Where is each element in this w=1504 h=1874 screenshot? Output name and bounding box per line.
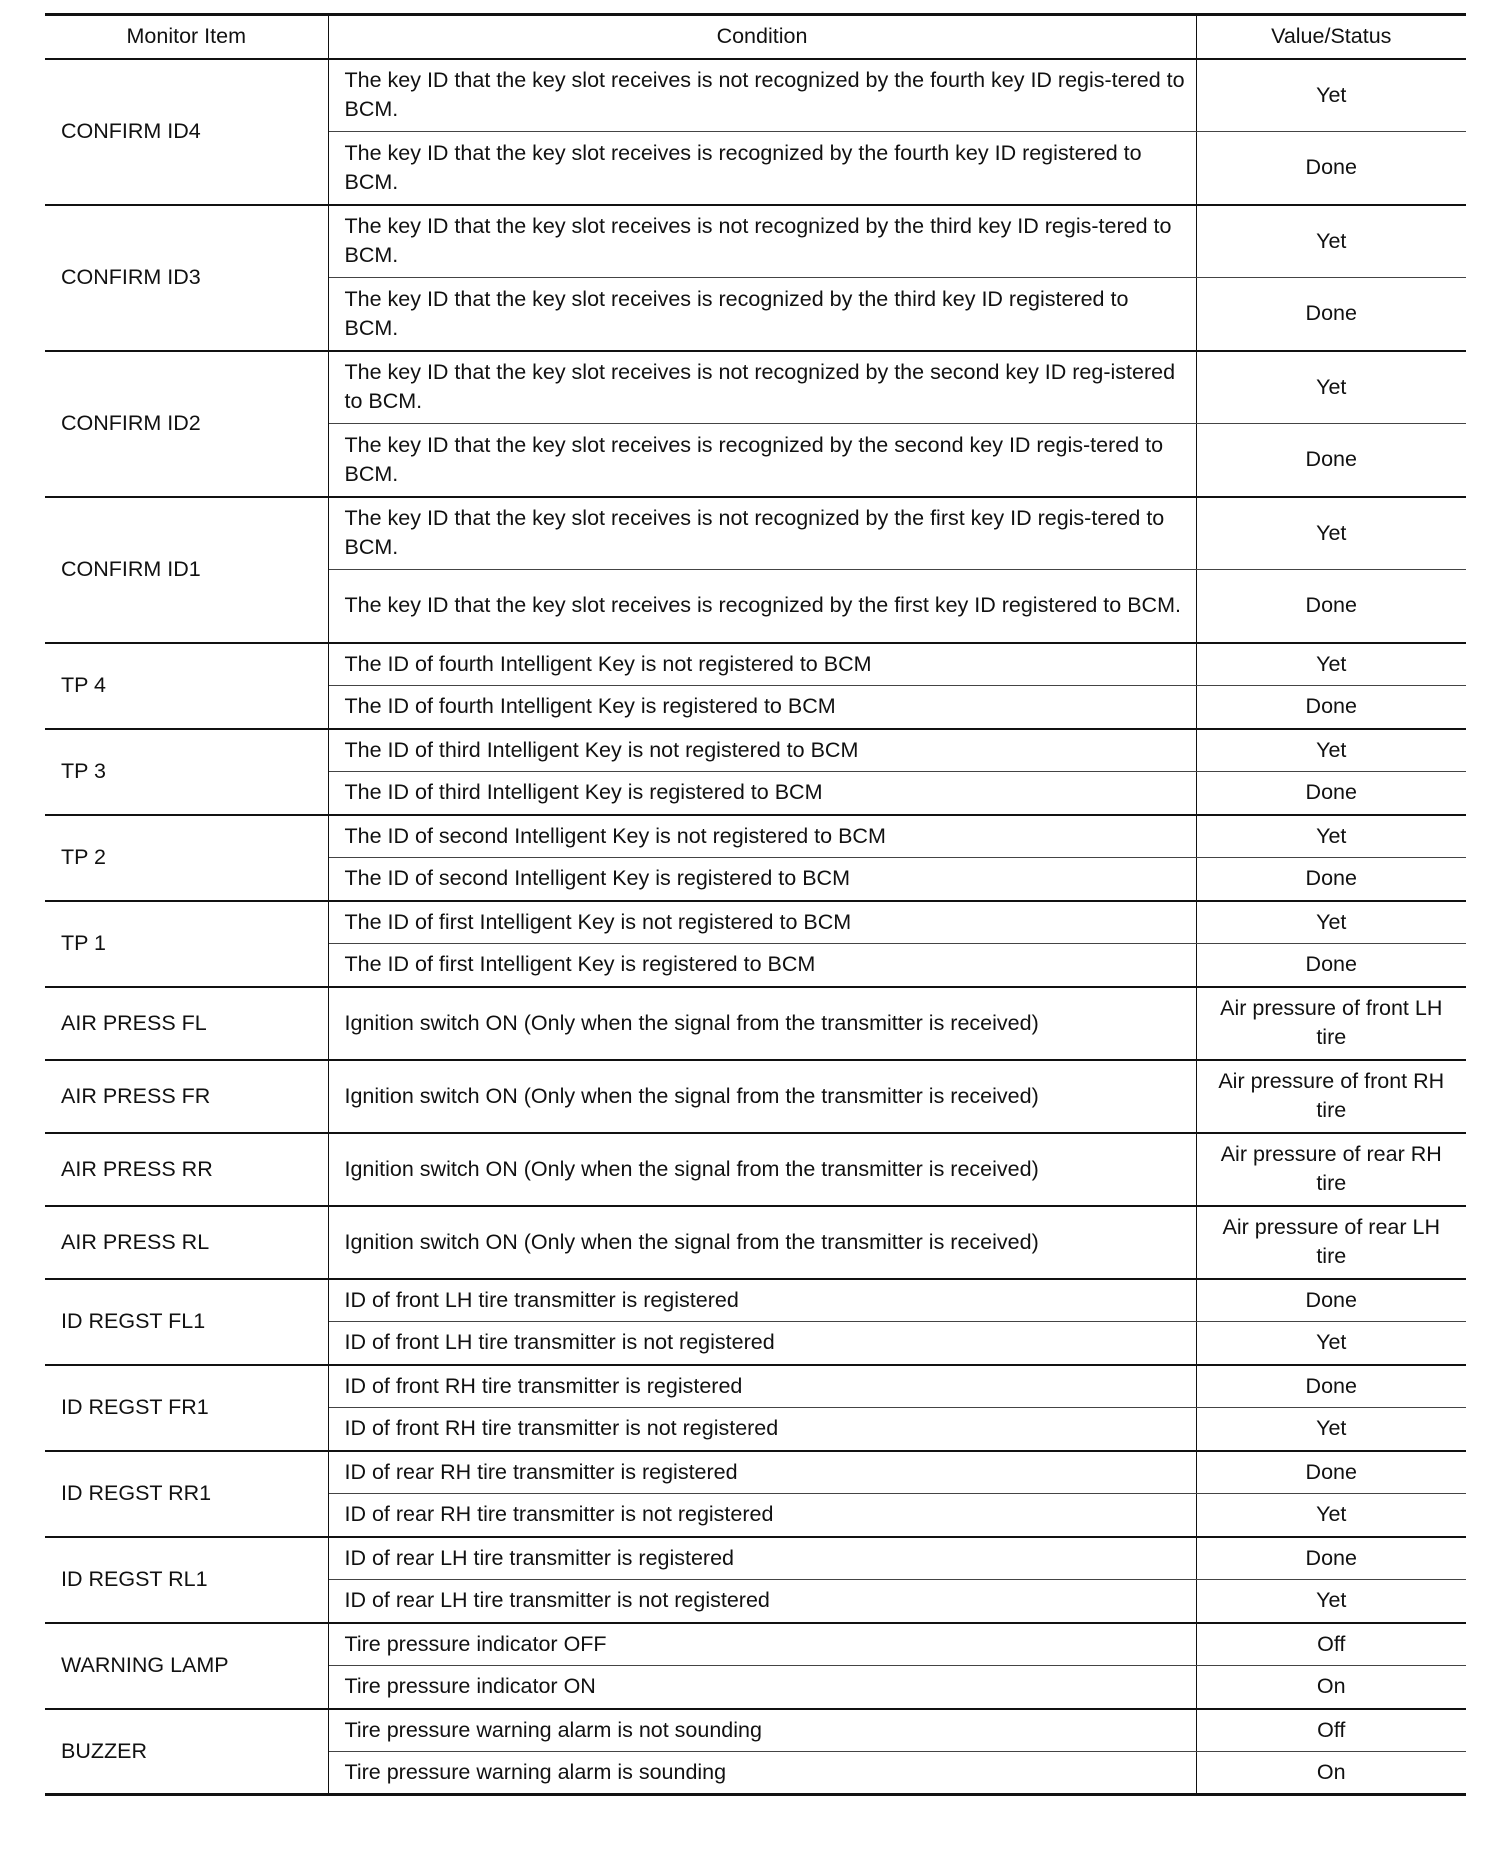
condition-cell: ID of rear LH tire transmitter is not registered: [328, 1580, 1196, 1623]
value-status-cell: Air pressure of rear RH tire: [1196, 1133, 1466, 1206]
monitor-item-cell: TP 1: [45, 901, 328, 987]
table-row: [45, 1537, 1466, 1580]
monitor-item-cell: BUZZER: [45, 1709, 328, 1795]
value-status-cell: Off: [1196, 1623, 1466, 1666]
value-status-cell: Air pressure of rear LH tire: [1196, 1206, 1466, 1279]
monitor-item-cell: CONFIRM ID3: [45, 205, 328, 351]
monitor-item-cell: TP 2: [45, 815, 328, 901]
value-status-cell: Yet: [1196, 643, 1466, 686]
table-row: [45, 1709, 1466, 1752]
condition-cell: Ignition switch ON (Only when the signal from the transmitter is received): [328, 1133, 1196, 1206]
monitor-item-cell: AIR PRESS FL: [45, 987, 328, 1060]
monitor-item-cell: TP 3: [45, 729, 328, 815]
monitor-table: [45, 13, 1466, 1796]
monitor-item-cell: AIR PRESS RL: [45, 1206, 328, 1279]
table-row: [45, 815, 1466, 858]
condition-cell: The ID of third Intelligent Key is not registered to BCM: [328, 729, 1196, 772]
monitor-item-cell: CONFIRM ID1: [45, 497, 328, 643]
condition-cell: The ID of first Intelligent Key is not registered to BCM: [328, 901, 1196, 944]
condition-cell: The ID of third Intelligent Key is registered to BCM: [328, 772, 1196, 815]
condition-cell: Ignition switch ON (Only when the signal from the transmitter is received): [328, 1060, 1196, 1133]
value-status-cell: Done: [1196, 1279, 1466, 1322]
monitor-item-cell: AIR PRESS RR: [45, 1133, 328, 1206]
table-row: [45, 59, 1466, 132]
value-status-cell: Yet: [1196, 1580, 1466, 1623]
value-status-cell: Yet: [1196, 1494, 1466, 1537]
header-row: [45, 15, 1466, 59]
monitor-item-cell: CONFIRM ID4: [45, 59, 328, 205]
value-status-cell: Done: [1196, 424, 1466, 497]
condition-cell: The ID of second Intelligent Key is not registered to BCM: [328, 815, 1196, 858]
value-status-cell: Yet: [1196, 205, 1466, 278]
value-status-cell: Yet: [1196, 901, 1466, 944]
condition-cell: Tire pressure indicator OFF: [328, 1623, 1196, 1666]
value-status-cell: Done: [1196, 686, 1466, 729]
condition-cell: The key ID that the key slot receives is not recognized by the first key ID regis-tered to BCM.: [328, 497, 1196, 570]
value-status-cell: Air pressure of front RH tire: [1196, 1060, 1466, 1133]
value-status-cell: Off: [1196, 1709, 1466, 1752]
value-status-cell: Done: [1196, 772, 1466, 815]
table-row: [45, 987, 1466, 1060]
condition-cell: The key ID that the key slot receives is recognized by the second key ID regis-tered to BCM.: [328, 424, 1196, 497]
value-status-cell: Yet: [1196, 815, 1466, 858]
value-status-cell: Done: [1196, 570, 1466, 643]
monitor-item-cell: CONFIRM ID2: [45, 351, 328, 497]
value-status-cell: Air pressure of front LH tire: [1196, 987, 1466, 1060]
value-status-cell: Yet: [1196, 59, 1466, 132]
table-header: [45, 15, 1466, 59]
table-row: [45, 497, 1466, 570]
table-row: [45, 729, 1466, 772]
monitor-item-cell: WARNING LAMP: [45, 1623, 328, 1709]
value-status-cell: Done: [1196, 1451, 1466, 1494]
monitor-item-cell: AIR PRESS FR: [45, 1060, 328, 1133]
value-status-cell: On: [1196, 1666, 1466, 1709]
monitor-item-cell: TP 4: [45, 643, 328, 729]
condition-cell: The key ID that the key slot receives is not recognized by the third key ID regis-tered to BCM.: [328, 205, 1196, 278]
table-row: [45, 205, 1466, 278]
condition-cell: The ID of fourth Intelligent Key is not registered to BCM: [328, 643, 1196, 686]
table-row: [45, 1451, 1466, 1494]
condition-cell: ID of rear LH tire transmitter is registered: [328, 1537, 1196, 1580]
table-row: [45, 1623, 1466, 1666]
table-row: [45, 1133, 1466, 1206]
value-status-cell: Yet: [1196, 497, 1466, 570]
value-status-cell: Yet: [1196, 1408, 1466, 1451]
value-status-cell: On: [1196, 1752, 1466, 1795]
value-status-cell: Done: [1196, 858, 1466, 901]
condition-cell: ID of front LH tire transmitter is registered: [328, 1279, 1196, 1322]
condition-cell: The ID of second Intelligent Key is registered to BCM: [328, 858, 1196, 901]
table-row: [45, 1365, 1466, 1408]
value-status-cell: Done: [1196, 278, 1466, 351]
table-row: [45, 1060, 1466, 1133]
condition-cell: The key ID that the key slot receives is recognized by the third key ID registered to BCM.: [328, 278, 1196, 351]
header-value-status: Value/Status: [1196, 15, 1466, 59]
value-status-cell: Yet: [1196, 1322, 1466, 1365]
condition-cell: ID of front RH tire transmitter is registered: [328, 1365, 1196, 1408]
monitor-item-cell: ID REGST RR1: [45, 1451, 328, 1537]
condition-cell: ID of front RH tire transmitter is not registered: [328, 1408, 1196, 1451]
condition-cell: Tire pressure indicator ON: [328, 1666, 1196, 1709]
table-row: [45, 351, 1466, 424]
value-status-cell: Done: [1196, 944, 1466, 987]
condition-cell: Ignition switch ON (Only when the signal from the transmitter is received): [328, 987, 1196, 1060]
condition-cell: Tire pressure warning alarm is not sounding: [328, 1709, 1196, 1752]
value-status-cell: Yet: [1196, 729, 1466, 772]
monitor-item-cell: ID REGST RL1: [45, 1537, 328, 1623]
value-status-cell: Done: [1196, 1537, 1466, 1580]
value-status-cell: Done: [1196, 132, 1466, 205]
table-row: [45, 901, 1466, 944]
table-row: [45, 643, 1466, 686]
monitor-item-cell: ID REGST FR1: [45, 1365, 328, 1451]
value-status-cell: Yet: [1196, 351, 1466, 424]
table-body: [45, 59, 1466, 1795]
condition-cell: ID of rear RH tire transmitter is not registered: [328, 1494, 1196, 1537]
condition-cell: The key ID that the key slot receives is not recognized by the fourth key ID regis-tered to BCM.: [328, 59, 1196, 132]
header-monitor-item: Monitor Item: [45, 15, 328, 59]
header-condition: Condition: [328, 15, 1196, 59]
condition-cell: ID of rear RH tire transmitter is registered: [328, 1451, 1196, 1494]
condition-cell: ID of front LH tire transmitter is not registered: [328, 1322, 1196, 1365]
monitor-item-cell: ID REGST FL1: [45, 1279, 328, 1365]
value-status-cell: Done: [1196, 1365, 1466, 1408]
condition-cell: The key ID that the key slot receives is not recognized by the second key ID reg-istered to BCM.: [328, 351, 1196, 424]
condition-cell: Ignition switch ON (Only when the signal from the transmitter is received): [328, 1206, 1196, 1279]
condition-cell: The ID of first Intelligent Key is registered to BCM: [328, 944, 1196, 987]
condition-cell: Tire pressure warning alarm is sounding: [328, 1752, 1196, 1795]
condition-cell: The key ID that the key slot receives is recognized by the fourth key ID registered to BCM.: [328, 132, 1196, 205]
condition-cell: The ID of fourth Intelligent Key is registered to BCM: [328, 686, 1196, 729]
table-row: [45, 1279, 1466, 1322]
condition-cell: The key ID that the key slot receives is recognized by the first key ID registered to BCM.: [328, 570, 1196, 643]
table-row: [45, 1206, 1466, 1279]
